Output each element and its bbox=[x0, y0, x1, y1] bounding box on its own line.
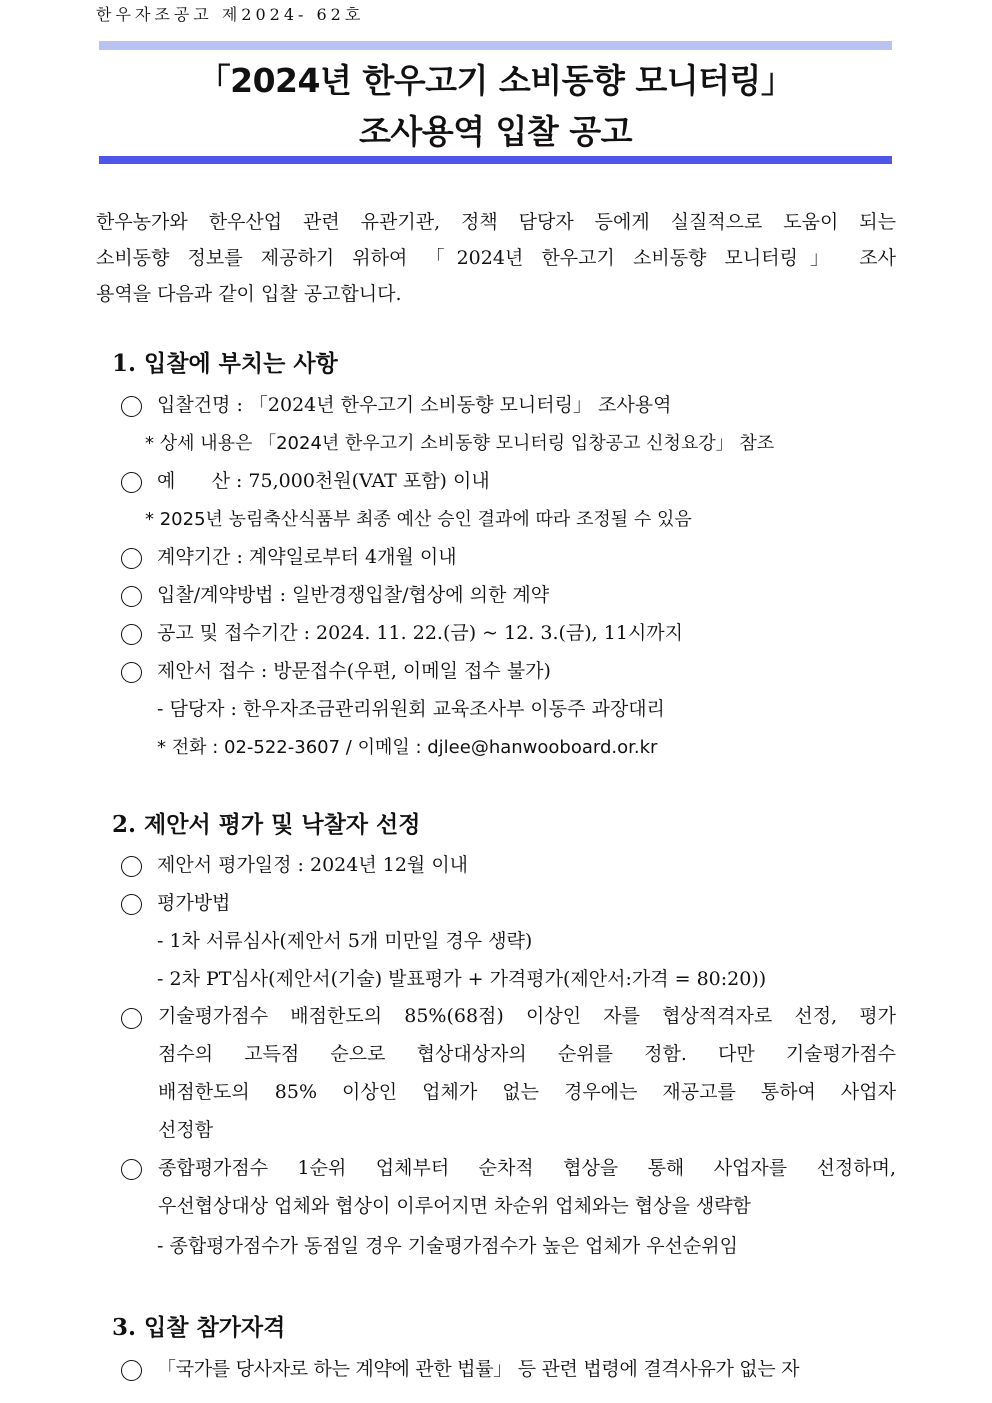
section-1-heading: 1. 입찰에 부치는 사항 bbox=[112, 350, 338, 377]
overall-score-paragraph bbox=[158, 1149, 896, 1225]
intro-paragraph bbox=[96, 204, 896, 312]
tech-score-paragraph bbox=[158, 997, 896, 1149]
circle-bullet-icon bbox=[121, 396, 142, 417]
circle-bullet-icon bbox=[121, 1159, 142, 1180]
paragraph-line: 우선협상대상 업체와 협상이 이루어지면 차순위 업체와는 협상을 생략함 bbox=[158, 1195, 751, 1217]
evaluation-step-1: - 1차 서류심사(제안서 5개 미만일 경우 생략) bbox=[157, 930, 533, 952]
submission-period: 공고 및 접수기간 : 2024. 11. 22.(금) ~ 12. 3.(금), 11시까지 bbox=[157, 622, 684, 644]
contact-info: * 전화 : 02-522-3607 / 이메일 : djlee@hanwooboard.or.kr bbox=[157, 737, 658, 758]
intro-line: 용역을 다음과 같이 입찰 공고합니다. bbox=[96, 283, 402, 305]
circle-bullet-icon bbox=[121, 856, 142, 877]
intro-line: 한우농가와 한우산업 관련 유관기관, 정책 담당자 등에게 실질적으로 도움이 되는 bbox=[96, 211, 896, 233]
title-line-2: 조사용역 입찰 공고 bbox=[358, 112, 632, 151]
evaluation-schedule: 제안서 평가일정 : 2024년 12월 이내 bbox=[157, 854, 469, 876]
budget-note: * 2025년 농림축산식품부 최종 예산 승인 결과에 따라 조정될 수 있음 bbox=[145, 509, 692, 530]
notice-number: 한우자조공고 제2024- 62호 bbox=[96, 5, 365, 24]
contact-person: - 담당자 : 한우자조금관리위원회 교육조사부 이동주 과장대리 bbox=[157, 698, 665, 720]
evaluation-step-2: - 2차 PT심사(제안서(기술) 발표평가 + 가격평가(제안서:가격 = 80:20)) bbox=[157, 968, 767, 990]
proposal-submission: 제안서 접수 : 방문접수(우편, 이메일 접수 불가) bbox=[157, 660, 551, 682]
circle-bullet-icon bbox=[121, 662, 142, 683]
budget: 예 산 : 75,000천원(VAT 포함) 이내 bbox=[157, 470, 490, 492]
circle-bullet-icon bbox=[121, 586, 142, 607]
circle-bullet-icon bbox=[121, 894, 142, 915]
paragraph-line: 종합평가점수 1순위 업체부터 순차적 협상을 통해 사업자를 선정하며, bbox=[158, 1157, 896, 1179]
intro-line: 소비동향 정보를 제공하기 위하여 「2024년 한우고기 소비동향 모니터링」 조사 bbox=[96, 247, 896, 269]
paragraph-line: 점수의 고득점 순으로 협상대상자의 순위를 정함. 다만 기술평가점수 bbox=[158, 1043, 896, 1065]
section-2-heading: 2. 제안서 평가 및 낙찰자 선정 bbox=[112, 811, 421, 838]
paragraph-line: 배점한도의 85% 이상인 업체가 없는 경우에는 재공고를 통하여 사업자 bbox=[158, 1081, 896, 1103]
tie-note: - 종합평가점수가 동점일 경우 기술평가점수가 높은 업체가 우선순위임 bbox=[157, 1235, 738, 1257]
title-top-bar bbox=[99, 41, 892, 50]
evaluation-method: 평가방법 bbox=[157, 892, 231, 914]
qualification-item-1: 「국가를 당사자로 하는 계약에 관한 법률」 등 관련 법령에 결격사유가 없는 자 bbox=[157, 1358, 800, 1380]
paragraph-line: 선정함 bbox=[158, 1119, 214, 1141]
bid-name: 입찰건명 : 「2024년 한우고기 소비동향 모니터링」 조사용역 bbox=[157, 394, 672, 416]
paragraph-line: 기술평가점수 배점한도의 85%(68점) 이상인 자를 협상적격자로 선정, 평가 bbox=[158, 1005, 896, 1027]
contract-period: 계약기간 : 계약일로부터 4개월 이내 bbox=[157, 546, 457, 568]
bid-name-note: * 상세 내용은 「2024년 한우고기 소비동향 모니터링 입창공고 신청요강」 참조 bbox=[145, 433, 775, 454]
circle-bullet-icon bbox=[121, 1008, 142, 1029]
circle-bullet-icon bbox=[121, 472, 142, 493]
circle-bullet-icon bbox=[121, 1360, 142, 1381]
circle-bullet-icon bbox=[121, 624, 142, 645]
title-bottom-bar bbox=[99, 156, 892, 164]
section-3-heading: 3. 입찰 참가자격 bbox=[112, 1314, 286, 1341]
circle-bullet-icon bbox=[121, 548, 142, 569]
contract-method: 입찰/계약방법 : 일반경쟁입찰/협상에 의한 계약 bbox=[157, 584, 550, 606]
title-line-1: 「2024년 한우고기 소비동향 모니터링」 bbox=[197, 61, 794, 100]
